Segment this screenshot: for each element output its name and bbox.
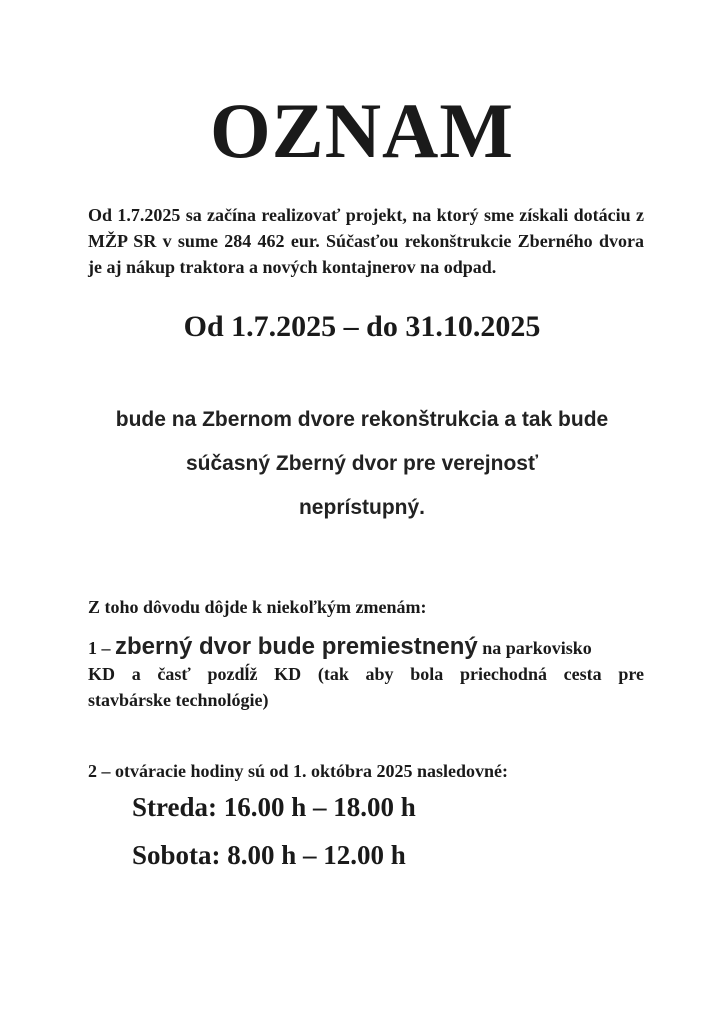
opening-hours-wednesday	[132, 792, 416, 823]
opening-hours-saturday	[132, 840, 406, 871]
change-1-first-line	[88, 633, 592, 660]
hours-time: 8.00 h – 12.00 h	[227, 840, 406, 870]
change-1-location: na parkovisko	[482, 638, 592, 658]
reconstruction-line: súčasný Zberný dvor pre verejnosť	[185, 452, 539, 475]
hours-day: Streda:	[132, 792, 217, 822]
hours-time: 16.00 h – 18.00 h	[223, 792, 416, 822]
notice-title: OZNAM	[210, 87, 514, 174]
reconstruction-line: bude na Zbernom dvore rekonštrukcia a tak bude	[115, 408, 609, 431]
changes-intro: Z toho dôvodu dôjde k niekoľkým zmenám:	[88, 597, 427, 617]
reconstruction-line: neprístupný.	[298, 496, 425, 519]
change-item-1	[88, 634, 644, 713]
change-item-2: 2 – otváracie hodiny sú od 1. októbra 2025 nasledovné:	[88, 761, 509, 781]
change-1-line-3: stavbárske technológie)	[88, 690, 269, 710]
change-1-number: 1 –	[88, 638, 111, 658]
intro-paragraph: Od 1.7.2025 sa začína realizovať projekt, na ktorý sme získali dotáciu z MŽP SR v sume 284 462 eur. Súčasťou rekonštrukcie Zberného dvora je aj nákup traktora a nových kontajnerov na odpad.	[88, 205, 644, 277]
change-1-emphasis: zberný dvor bude premiestnený	[115, 633, 478, 660]
hours-day: Sobota:	[132, 840, 221, 870]
change-1-line-2: KD a časť pozdĺž KD (tak aby bola priechodná cesta pre	[88, 664, 644, 684]
reconstruction-period: Od 1.7.2025 – do 31.10.2025	[183, 310, 541, 343]
